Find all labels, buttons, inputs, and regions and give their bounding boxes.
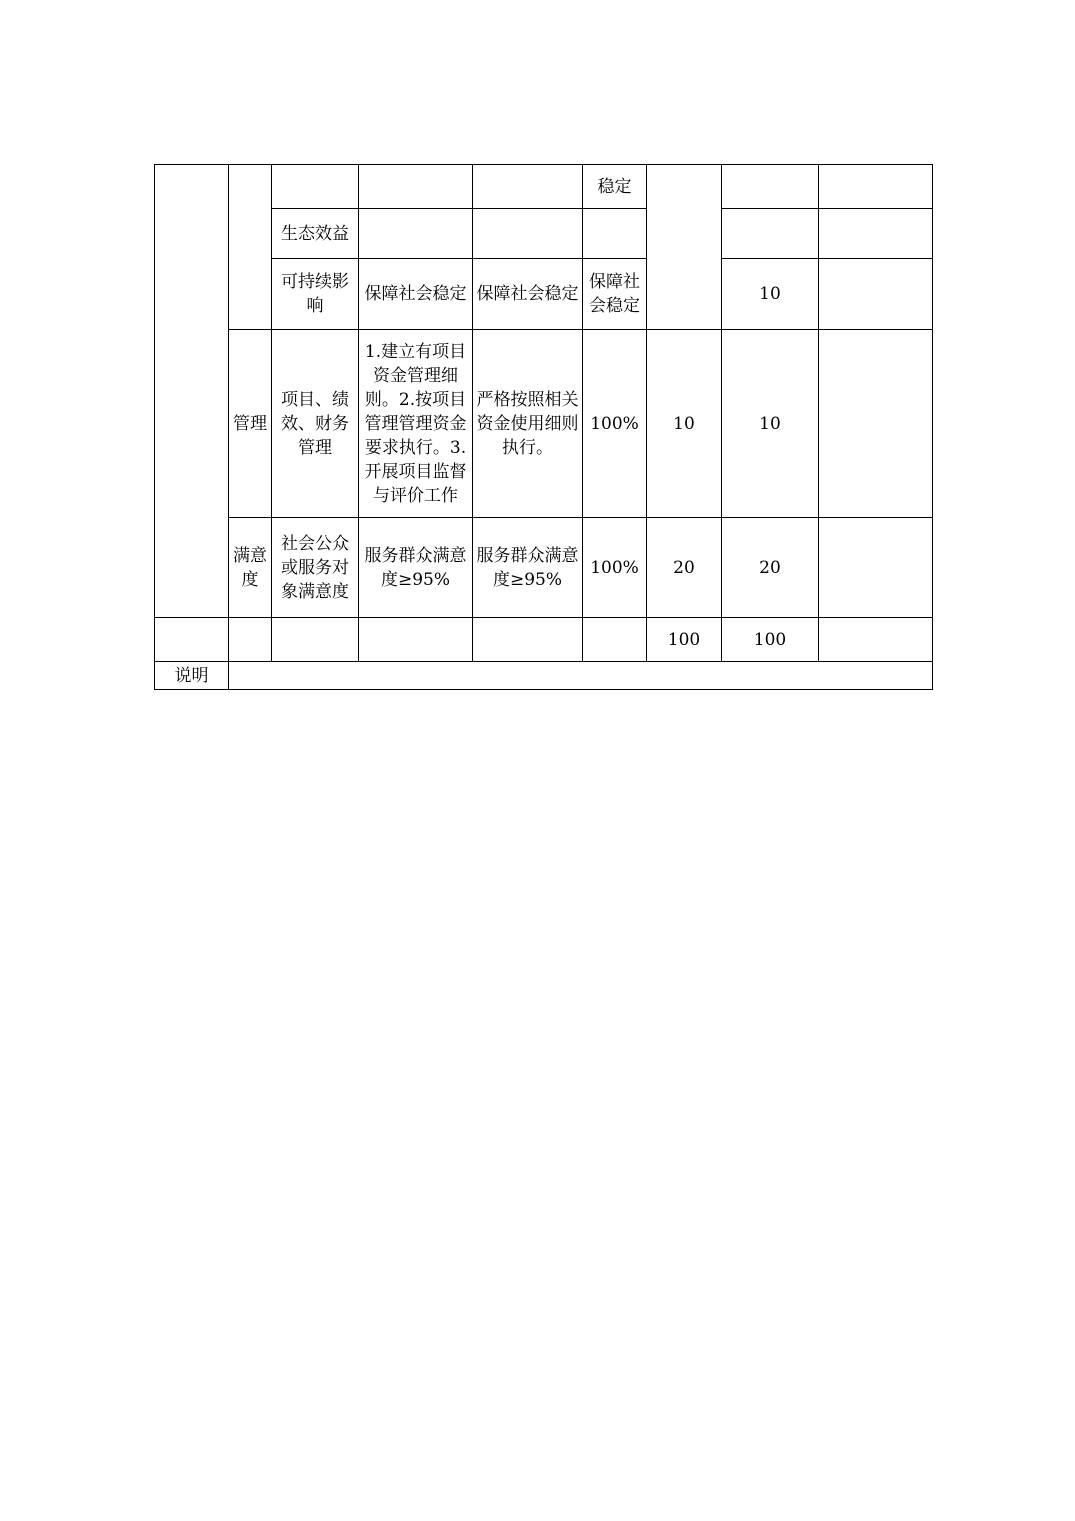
cell-remark bbox=[819, 209, 933, 259]
cell-total-weight: 100 bbox=[647, 618, 722, 662]
cell-indicator: 社会公众或服务对象满意度 bbox=[272, 518, 359, 618]
cell-category: 满意度 bbox=[229, 518, 272, 618]
cell-category bbox=[229, 165, 272, 330]
cell-remark bbox=[819, 165, 933, 209]
cell-score bbox=[722, 209, 819, 259]
cell-target bbox=[359, 165, 473, 209]
cell-actual: 保障社会稳定 bbox=[473, 259, 583, 330]
cell-actual: 严格按照相关资金使用细则执行。 bbox=[473, 330, 583, 518]
table-row bbox=[155, 165, 933, 209]
cell-target: 保障社会稳定 bbox=[359, 259, 473, 330]
table-row-total bbox=[155, 618, 933, 662]
cell-indicator bbox=[272, 618, 359, 662]
cell-indicator: 可持续影响 bbox=[272, 259, 359, 330]
cell-remark bbox=[819, 618, 933, 662]
cell-remark bbox=[819, 330, 933, 518]
cell-target: 1.建立有项目资金管理细则。2.按项目管理管理资金要求执行。3.开展项目监督与评价工作 bbox=[359, 330, 473, 518]
table-row bbox=[155, 330, 933, 518]
table-row bbox=[155, 518, 933, 618]
cell-category: 管理 bbox=[229, 330, 272, 518]
cell-actual: 服务群众满意度≥95% bbox=[473, 518, 583, 618]
cell-remark bbox=[819, 259, 933, 330]
performance-table bbox=[154, 164, 933, 690]
cell-remark bbox=[819, 518, 933, 618]
cell-total-label bbox=[155, 618, 229, 662]
cell-target bbox=[359, 209, 473, 259]
cell-total-score: 100 bbox=[722, 618, 819, 662]
cell-indicator: 项目、绩效、财务管理 bbox=[272, 330, 359, 518]
cell-rating: 100% bbox=[583, 518, 647, 618]
cell-target: 服务群众满意度≥95% bbox=[359, 518, 473, 618]
table-row-note bbox=[155, 662, 933, 690]
cell-actual bbox=[473, 618, 583, 662]
cell-rating bbox=[583, 209, 647, 259]
cell-indicator: 生态效益 bbox=[272, 209, 359, 259]
cell-score: 20 bbox=[722, 518, 819, 618]
cell-score bbox=[722, 165, 819, 209]
cell-actual bbox=[473, 209, 583, 259]
table-row bbox=[155, 209, 933, 259]
cell-note-content bbox=[229, 662, 933, 690]
cell-actual bbox=[473, 165, 583, 209]
cell-rating: 稳定 bbox=[583, 165, 647, 209]
cell-weight: 10 bbox=[647, 330, 722, 518]
cell-score: 10 bbox=[722, 259, 819, 330]
cell-note-label: 说明 bbox=[155, 662, 229, 690]
cell-category bbox=[229, 618, 272, 662]
cell-target bbox=[359, 618, 473, 662]
cell-category-outer bbox=[155, 165, 229, 618]
cell-weight bbox=[647, 165, 722, 330]
cell-score: 10 bbox=[722, 330, 819, 518]
cell-rating: 100% bbox=[583, 330, 647, 518]
cell-indicator bbox=[272, 165, 359, 209]
cell-rating: 保障社会稳定 bbox=[583, 259, 647, 330]
cell-rating bbox=[583, 618, 647, 662]
cell-weight: 20 bbox=[647, 518, 722, 618]
table-row bbox=[155, 259, 933, 330]
